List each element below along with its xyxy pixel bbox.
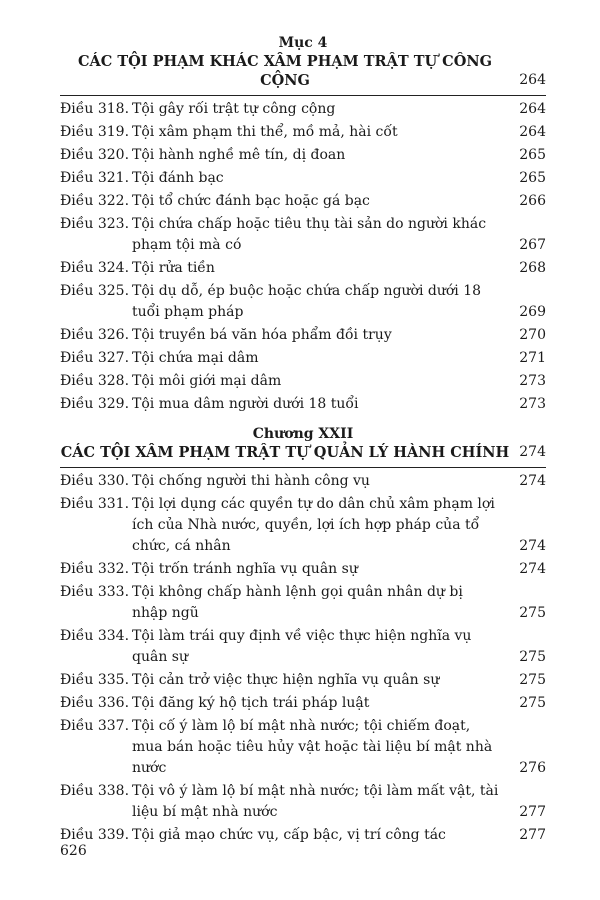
entry-number: Điều 339. xyxy=(60,827,130,843)
chapter-heading-row xyxy=(60,443,546,462)
entry-number: Điều 327. xyxy=(60,350,130,366)
section-heading-page: 264 xyxy=(519,72,546,88)
toc-entry xyxy=(60,494,546,557)
entry-number: Điều 320. xyxy=(60,147,130,163)
entry-page: 264 xyxy=(519,101,546,117)
entry-page: 265 xyxy=(519,170,546,186)
divider xyxy=(60,95,546,96)
divider xyxy=(60,467,546,468)
entry-page: 276 xyxy=(519,760,546,776)
toc-entry xyxy=(60,559,546,580)
toc-entry xyxy=(60,582,546,624)
chapter-heading-page: 274 xyxy=(519,444,546,460)
toc-entry xyxy=(60,348,546,369)
entry-number: Điều 325. xyxy=(60,283,130,299)
entry-title: Tội đánh bạc xyxy=(132,170,224,186)
section-heading-row xyxy=(60,52,546,90)
entry-page: 275 xyxy=(519,672,546,688)
entry-page: 265 xyxy=(519,147,546,163)
entry-title: Tội không chấp hành lệnh gọi quân nhân dự bị nhập ngũ xyxy=(132,584,463,621)
entry-title: Tội tổ chức đánh bạc hoặc gá bạc xyxy=(132,193,370,209)
entry-page: 271 xyxy=(519,350,546,366)
toc-entry xyxy=(60,394,546,415)
chapter-label: Chương XXII xyxy=(252,426,354,442)
entry-number: Điều 333. xyxy=(60,584,130,600)
entry-page: 274 xyxy=(519,473,546,489)
entry-number: Điều 334. xyxy=(60,628,130,644)
entry-page: 277 xyxy=(519,804,546,820)
toc-entry xyxy=(60,191,546,212)
entry-page: 268 xyxy=(519,260,546,276)
toc-entry xyxy=(60,716,546,779)
toc-list-chapter-22 xyxy=(60,471,546,846)
entry-number: Điều 318. xyxy=(60,101,130,117)
entry-title: Tội lợi dụng các quyền tự do dân chủ xâm phạm lợi ích của Nhà nước, quyền, lợi ích hợp pháp của tổ chức, cá nhân xyxy=(132,496,495,554)
toc-list-section-4 xyxy=(60,99,546,415)
entry-title: Tội cố ý làm lộ bí mật nhà nước; tội chiếm đoạt, mua bán hoặc tiêu hủy vật hoặc tài liệu bí mật nhà nước xyxy=(132,718,493,776)
entry-number: Điều 330. xyxy=(60,473,130,489)
entry-page: 275 xyxy=(519,605,546,621)
toc-entry xyxy=(60,214,546,256)
toc-entry xyxy=(60,471,546,492)
toc-entry xyxy=(60,325,546,346)
toc-entry xyxy=(60,670,546,691)
entry-number: Điều 331. xyxy=(60,496,130,512)
section-heading: CÁC TỘI PHẠM KHÁC XÂM PHẠM TRẬT TỰ CÔNG CỘNG xyxy=(78,53,492,89)
entry-page: 273 xyxy=(519,396,546,412)
entry-title: Tội mua dâm người dưới 18 tuổi xyxy=(132,396,359,412)
entry-title: Tội cản trở việc thực hiện nghĩa vụ quân sự xyxy=(132,672,440,688)
entry-number: Điều 336. xyxy=(60,695,130,711)
entry-number: Điều 322. xyxy=(60,193,130,209)
page-number: 626 xyxy=(60,843,87,859)
entry-title: Tội chống người thi hành công vụ xyxy=(132,473,370,489)
entry-number: Điều 319. xyxy=(60,124,130,140)
entry-title: Tội truyền bá văn hóa phẩm đồi trụy xyxy=(132,327,392,343)
toc-entry xyxy=(60,693,546,714)
toc-entry xyxy=(60,122,546,143)
toc-entry xyxy=(60,258,546,279)
toc-entry xyxy=(60,371,546,392)
entry-number: Điều 332. xyxy=(60,561,130,577)
entry-number: Điều 323. xyxy=(60,216,130,232)
entry-page: 273 xyxy=(519,373,546,389)
entry-title: Tội gây rối trật tự công cộng xyxy=(132,101,336,117)
entry-number: Điều 338. xyxy=(60,783,130,799)
entry-title: Tội làm trái quy định về việc thực hiện nghĩa vụ quân sự xyxy=(132,628,472,665)
entry-page: 275 xyxy=(519,695,546,711)
toc-entry xyxy=(60,281,546,323)
entry-page: 267 xyxy=(519,237,546,253)
toc-entry xyxy=(60,99,546,120)
entry-page: 277 xyxy=(519,827,546,843)
entry-page: 274 xyxy=(519,538,546,554)
entry-number: Điều 326. xyxy=(60,327,130,343)
entry-title: Tội môi giới mại dâm xyxy=(132,373,282,389)
toc-page xyxy=(60,34,546,848)
entry-title: Tội dụ dỗ, ép buộc hoặc chứa chấp người dưới 18 tuổi phạm pháp xyxy=(132,283,482,320)
entry-page: 274 xyxy=(519,561,546,577)
entry-title: Tội giả mạo chức vụ, cấp bậc, vị trí công tác xyxy=(132,827,446,843)
toc-entry xyxy=(60,825,546,846)
entry-title: Tội đăng ký hộ tịch trái pháp luật xyxy=(132,695,370,711)
entry-title: Tội trốn tránh nghĩa vụ quân sự xyxy=(132,561,358,577)
entry-number: Điều 337. xyxy=(60,718,130,734)
toc-entry xyxy=(60,626,546,668)
entry-title: Tội hành nghề mê tín, dị đoan xyxy=(132,147,346,163)
entry-page: 269 xyxy=(519,304,546,320)
entry-title: Tội rửa tiền xyxy=(132,260,215,276)
entry-title: Tội chứa chấp hoặc tiêu thụ tài sản do người khác phạm tội mà có xyxy=(132,216,487,253)
entry-page: 270 xyxy=(519,327,546,343)
toc-entry xyxy=(60,168,546,189)
entry-number: Điều 321. xyxy=(60,170,130,186)
entry-title: Tội vô ý làm lộ bí mật nhà nước; tội làm mất vật, tài liệu bí mật nhà nước xyxy=(132,783,499,820)
entry-page: 266 xyxy=(519,193,546,209)
entry-page: 264 xyxy=(519,124,546,140)
toc-entry xyxy=(60,145,546,166)
chapter-heading: CÁC TỘI XÂM PHẠM TRẬT TỰ QUẢN LÝ HÀNH CHÍNH xyxy=(60,444,510,461)
entry-number: Điều 324. xyxy=(60,260,130,276)
entry-number: Điều 329. xyxy=(60,396,130,412)
entry-number: Điều 335. xyxy=(60,672,130,688)
entry-title: Tội xâm phạm thi thể, mồ mả, hài cốt xyxy=(132,124,398,140)
entry-title: Tội chứa mại dâm xyxy=(132,350,259,366)
entry-page: 275 xyxy=(519,649,546,665)
section-label: Mục 4 xyxy=(278,35,328,51)
toc-entry xyxy=(60,781,546,823)
entry-number: Điều 328. xyxy=(60,373,130,389)
